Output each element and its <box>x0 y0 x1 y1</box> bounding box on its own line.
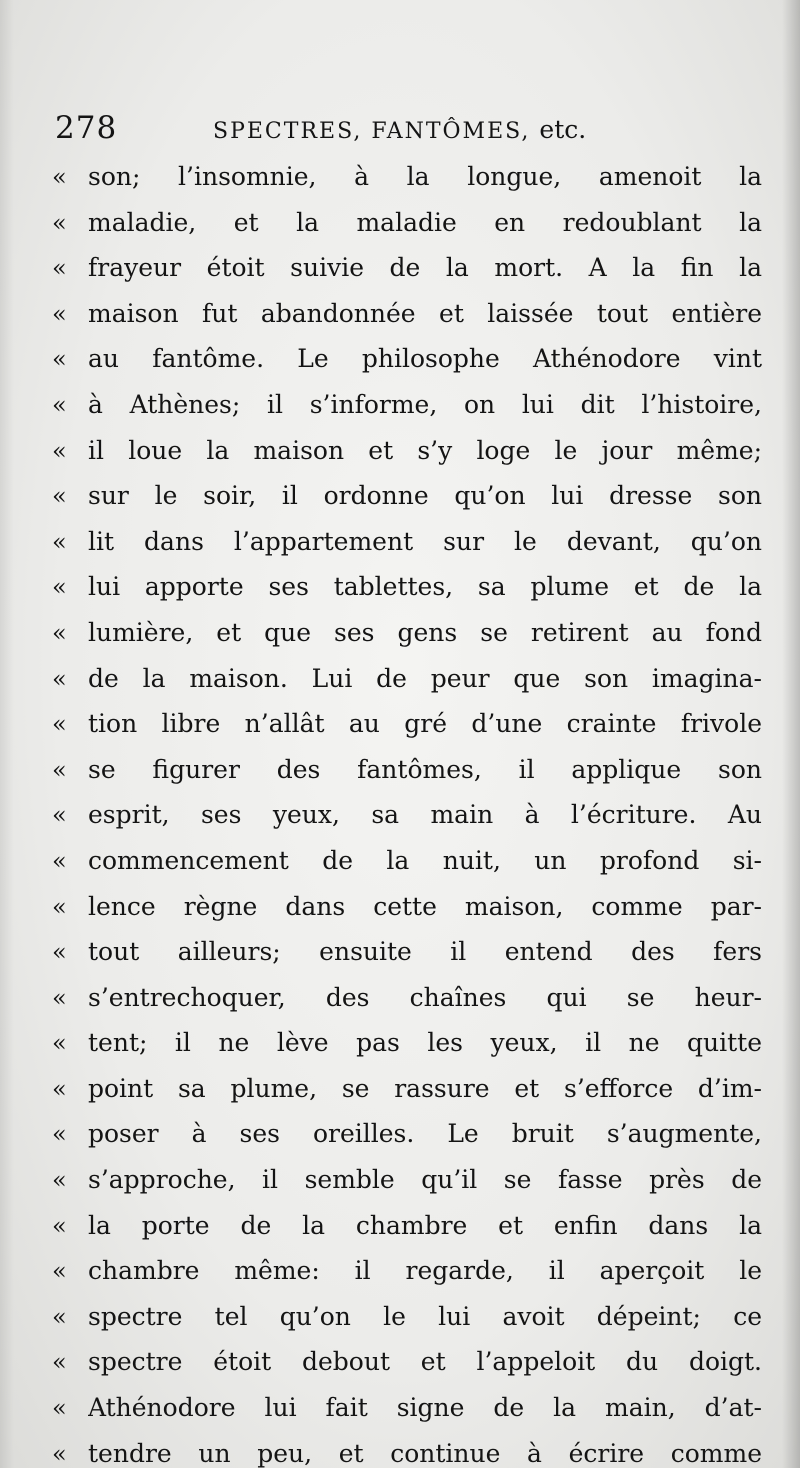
line-text: maladie, et la maladie en redoublant la <box>88 207 762 237</box>
line-text: point sa plume, se rassure et s’efforce d’im- <box>88 1073 762 1103</box>
text-line <box>52 1431 762 1468</box>
quote-mark: « <box>52 1074 67 1103</box>
quote-mark: « <box>52 938 67 967</box>
quote-mark: « <box>52 1211 67 1240</box>
text-line <box>52 656 762 702</box>
line-text: sur le soir, il ordonne qu’on lui dresse son <box>88 481 762 511</box>
text-line <box>52 1020 762 1066</box>
line-text: maison fut abandonnée et laissée tout entière <box>88 298 762 328</box>
text-line <box>52 564 762 610</box>
line-text: lui apporte ses tablettes, sa plume et de la <box>88 572 762 602</box>
quote-mark: « <box>52 983 67 1012</box>
quote-mark: « <box>52 1394 67 1423</box>
line-text: il loue la maison et s’y loge le jour même; <box>88 435 762 465</box>
line-text: lit dans l’appartement sur le devant, qu’on <box>88 526 762 556</box>
quote-mark: « <box>52 1439 67 1468</box>
line-text: commencement de la nuit, un profond si- <box>88 845 762 875</box>
text-line <box>52 838 762 884</box>
text-line <box>52 1385 762 1431</box>
quote-mark: « <box>52 390 67 419</box>
line-text: tout ailleurs; ensuite il entend des fers <box>88 937 762 967</box>
line-text: poser à ses oreilles. Le bruit s’augmente, <box>88 1119 762 1149</box>
line-text: se figurer des fantômes, il applique son <box>88 754 762 784</box>
quote-mark: « <box>52 1302 67 1331</box>
quote-mark: « <box>52 1166 67 1195</box>
page-header <box>55 108 755 152</box>
quote-mark: « <box>52 1257 67 1286</box>
body-text <box>52 154 762 1468</box>
page-edge-shadow-left <box>0 0 14 1468</box>
quote-mark: « <box>52 436 67 465</box>
line-text: chambre même: il regarde, il aperçoit le <box>88 1256 762 1286</box>
text-line <box>52 884 762 930</box>
quote-mark: « <box>52 254 67 283</box>
text-line <box>52 336 762 382</box>
quote-mark: « <box>52 573 67 602</box>
line-text: tent; il ne lève pas les yeux, il ne quitte <box>88 1028 762 1058</box>
text-line <box>52 747 762 793</box>
running-head-etc: etc. <box>539 115 587 144</box>
text-line <box>52 428 762 474</box>
line-text: s’approche, il semble qu’il se fasse près de <box>88 1165 762 1195</box>
quote-mark: « <box>52 527 67 556</box>
quote-mark: « <box>52 801 67 830</box>
page-number: 278 <box>55 110 118 146</box>
quote-mark: « <box>52 208 67 237</box>
quote-mark: « <box>52 710 67 739</box>
page-edge-shadow-right <box>782 0 800 1468</box>
quote-mark: « <box>52 1029 67 1058</box>
line-text: lence règne dans cette maison, comme par- <box>88 891 762 921</box>
line-text: Athénodore lui fait signe de la main, d’at- <box>88 1393 762 1423</box>
text-line <box>52 701 762 747</box>
quote-mark: « <box>52 892 67 921</box>
text-line <box>52 519 762 565</box>
line-text: s’entrechoquer, des chaînes qui se heur- <box>88 982 762 1012</box>
text-line <box>52 1339 762 1385</box>
line-text: spectre tel qu’on le lui avoit dépeint; ce <box>88 1301 762 1331</box>
line-text: spectre étoit debout et l’appeloit du doigt. <box>88 1347 762 1377</box>
text-line <box>52 1248 762 1294</box>
line-text: la porte de la chambre et enfin dans la <box>88 1210 762 1240</box>
quote-mark: « <box>52 1348 67 1377</box>
text-line <box>52 1203 762 1249</box>
line-text: son; l’insomnie, à la longue, amenoit la <box>88 162 762 191</box>
quote-mark: « <box>52 345 67 374</box>
text-line <box>52 1294 762 1340</box>
line-text: frayeur étoit suivie de la mort. A la fin la <box>88 253 762 283</box>
line-text: tendre un peu, et continue à écrire comme <box>88 1438 762 1468</box>
quote-mark: « <box>52 1120 67 1149</box>
line-text: tion libre n’allât au gré d’une crainte frivole <box>88 709 762 739</box>
text-line <box>52 291 762 337</box>
line-text: au fantôme. Le philosophe Athénodore vint <box>88 344 762 374</box>
text-line <box>52 382 762 428</box>
quote-mark: « <box>52 846 67 875</box>
text-line <box>52 1157 762 1203</box>
quote-mark: « <box>52 618 67 647</box>
line-text: esprit, ses yeux, sa main à l’écriture. Au <box>88 800 762 830</box>
quote-mark: « <box>52 664 67 693</box>
text-line <box>52 1111 762 1157</box>
text-line <box>52 975 762 1021</box>
text-line <box>52 1066 762 1112</box>
text-line <box>52 473 762 519</box>
text-line <box>52 200 762 246</box>
quote-mark: « <box>52 482 67 511</box>
text-line <box>52 154 762 200</box>
text-line <box>52 929 762 975</box>
quote-mark: « <box>52 755 67 784</box>
running-head <box>213 112 586 150</box>
text-line <box>52 792 762 838</box>
text-line <box>52 245 762 291</box>
quote-mark: « <box>52 163 67 191</box>
line-text: à Athènes; il s’informe, on lui dit l’histoire, <box>88 389 762 419</box>
running-head-title: SPECTRES, FANTÔMES, <box>213 119 531 144</box>
line-text: lumière, et que ses gens se retirent au fond <box>88 617 762 647</box>
line-text: de la maison. Lui de peur que son imagina- <box>88 663 762 693</box>
text-line <box>52 610 762 656</box>
quote-mark: « <box>52 299 67 328</box>
